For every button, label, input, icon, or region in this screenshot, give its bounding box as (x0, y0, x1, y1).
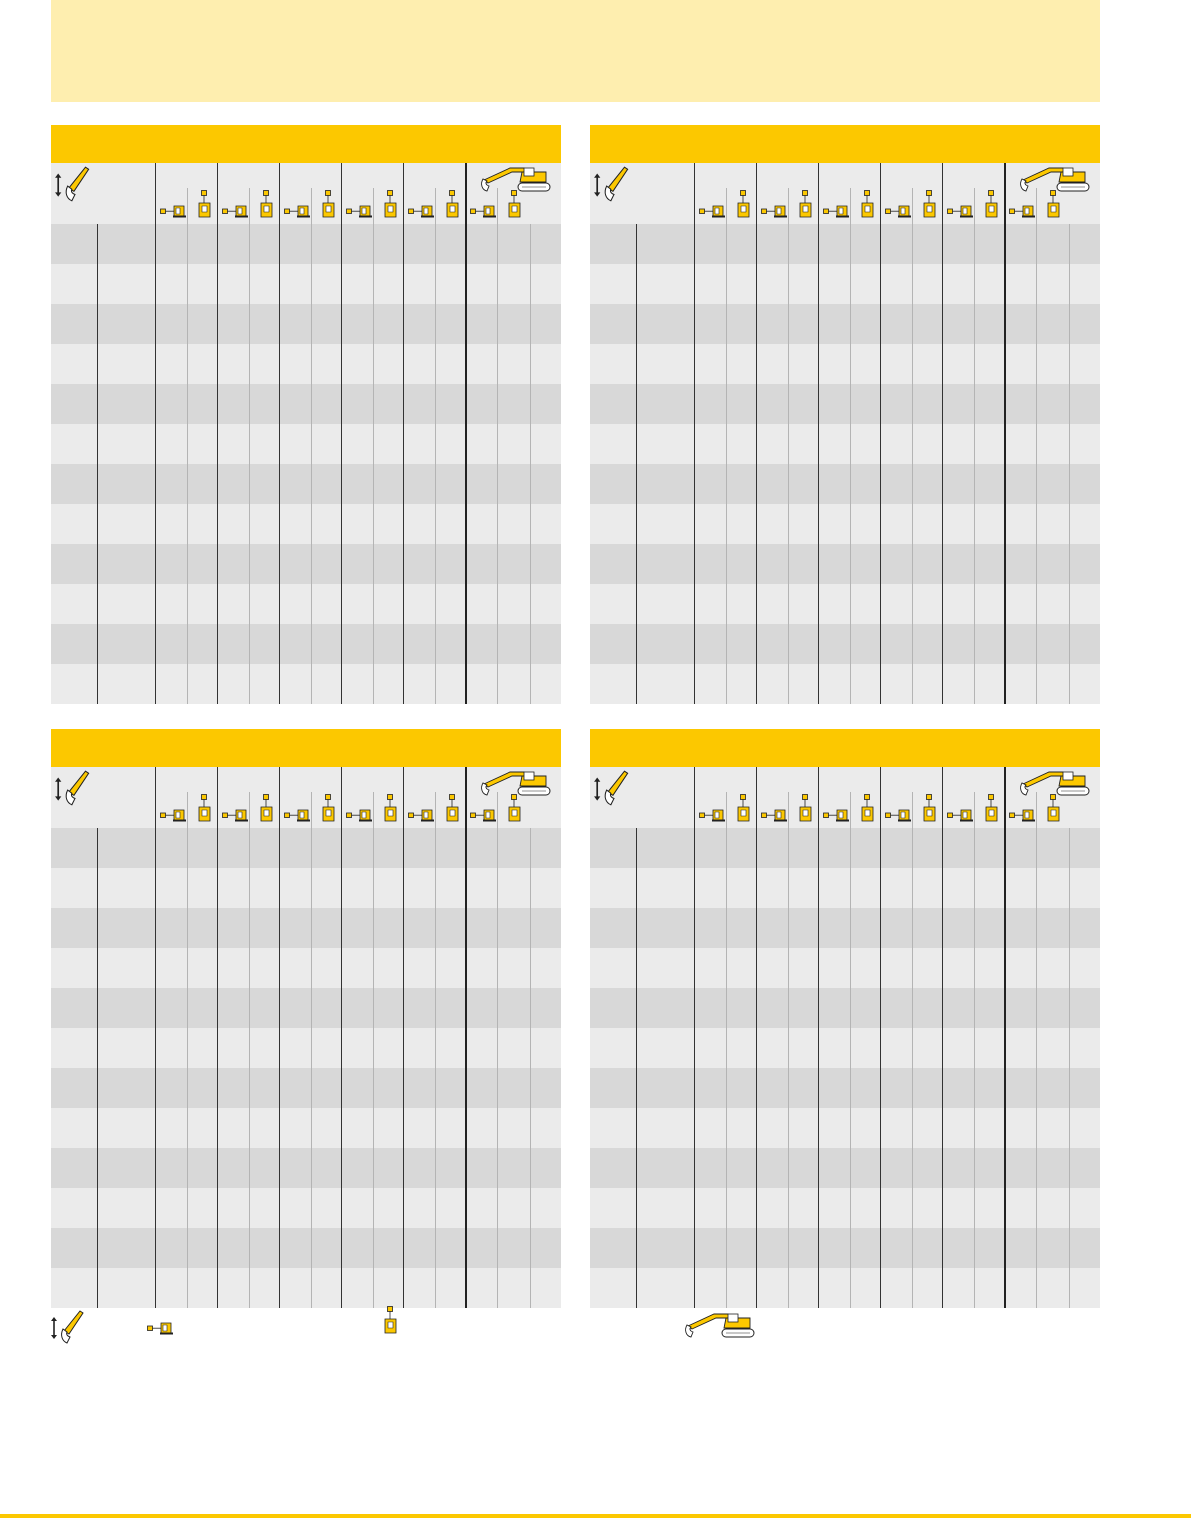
column-divider (97, 828, 98, 1308)
table-row (590, 1228, 1100, 1268)
lift-height-icon (593, 163, 629, 208)
lift-height-icon (54, 767, 90, 812)
table-row (51, 868, 561, 908)
load-over-front-icon (147, 1321, 174, 1340)
load-over-side-icon (322, 190, 335, 223)
excavator-max-reach-icon (480, 164, 552, 199)
table-row (590, 988, 1100, 1028)
excavator-max-reach-icon (1019, 768, 1091, 803)
load-over-side-icon (384, 190, 397, 223)
column-divider (187, 792, 188, 1308)
table-row (51, 624, 561, 664)
table-row (590, 624, 1100, 664)
column-divider (311, 188, 312, 704)
load-over-front-icon (761, 204, 788, 223)
excavator-max-reach-icon (480, 768, 552, 803)
column-divider (97, 224, 98, 704)
column-divider (341, 767, 342, 1308)
column-divider (249, 188, 250, 704)
table-row (590, 1108, 1100, 1148)
table-row (51, 264, 561, 304)
column-divider (249, 792, 250, 1308)
load-over-side-icon (861, 190, 874, 223)
column-divider (403, 163, 404, 704)
column-divider (880, 163, 881, 704)
panel-bottom-right (590, 729, 1100, 1308)
lift-height-icon (54, 163, 90, 208)
load-over-front-icon (470, 808, 497, 827)
column-divider (435, 188, 436, 704)
table-row (51, 344, 561, 384)
load-over-front-icon (823, 204, 850, 223)
column-divider (818, 767, 819, 1308)
load-over-side-icon (985, 190, 998, 223)
load-over-side-icon (260, 190, 273, 223)
panel-bottom-left (51, 729, 561, 1308)
column-divider (850, 188, 851, 704)
load-over-front-icon (761, 808, 788, 827)
load-over-front-icon (284, 808, 311, 827)
table-row (590, 828, 1100, 868)
table-row (51, 224, 561, 264)
table-header (51, 163, 561, 224)
column-divider (818, 163, 819, 704)
load-over-side-icon (861, 794, 874, 827)
table-row (590, 868, 1100, 908)
column-divider (636, 224, 637, 704)
column-divider (279, 767, 280, 1308)
panel-title-bar (51, 729, 561, 767)
table-row (51, 384, 561, 424)
table-row (51, 1268, 561, 1308)
table-row (51, 1188, 561, 1228)
footer-rule (0, 1514, 1191, 1518)
excavator-max-reach-icon (1019, 164, 1091, 199)
load-over-side-icon (384, 794, 397, 827)
load-over-front-icon (346, 808, 373, 827)
column-divider (155, 767, 156, 1308)
table-row (51, 988, 561, 1028)
column-divider (497, 792, 498, 1308)
column-divider (530, 828, 531, 1308)
column-divider (1036, 188, 1037, 704)
table-row (590, 544, 1100, 584)
table-row (590, 384, 1100, 424)
load-over-front-icon (885, 808, 912, 827)
column-divider (465, 163, 467, 704)
table-row (51, 908, 561, 948)
column-divider (373, 792, 374, 1308)
column-divider (341, 163, 342, 704)
column-divider (912, 792, 913, 1308)
table-row (590, 1268, 1100, 1308)
column-divider (1036, 792, 1037, 1308)
column-divider (942, 163, 943, 704)
table-row (51, 544, 561, 584)
table-row (51, 664, 561, 704)
column-divider (756, 767, 757, 1308)
column-divider (880, 767, 881, 1308)
column-divider (974, 188, 975, 704)
panel-title-bar (590, 125, 1100, 163)
column-divider (726, 188, 727, 704)
column-divider (1004, 163, 1006, 704)
excavator-max-reach-icon (684, 1310, 756, 1345)
column-divider (974, 792, 975, 1308)
table-row (51, 1068, 561, 1108)
column-divider (465, 767, 467, 1308)
load-over-side-icon (923, 794, 936, 827)
load-over-side-icon (737, 190, 750, 223)
table-header (590, 163, 1100, 224)
table-row (51, 948, 561, 988)
load-over-side-icon (446, 794, 459, 827)
load-over-side-icon (985, 794, 998, 827)
load-over-front-icon (699, 204, 726, 223)
table-row (51, 504, 561, 544)
panel-top-left (51, 125, 561, 704)
table-row (51, 304, 561, 344)
table-row (590, 1148, 1100, 1188)
table-row (590, 504, 1100, 544)
column-divider (217, 767, 218, 1308)
column-divider (155, 163, 156, 704)
column-divider (373, 188, 374, 704)
load-over-front-icon (947, 808, 974, 827)
column-divider (530, 224, 531, 704)
table-row (51, 1028, 561, 1068)
column-divider (1004, 767, 1006, 1308)
column-divider (788, 188, 789, 704)
column-divider (435, 792, 436, 1308)
panel-title-bar (590, 729, 1100, 767)
load-over-side-icon (446, 190, 459, 223)
load-over-side-icon (923, 190, 936, 223)
column-divider (756, 163, 757, 704)
column-divider (694, 163, 695, 704)
load-over-front-icon (408, 204, 435, 223)
column-divider (497, 188, 498, 704)
load-over-front-icon (346, 204, 373, 223)
load-over-front-icon (470, 204, 497, 223)
table-row (590, 224, 1100, 264)
column-divider (403, 767, 404, 1308)
panel-title-bar (51, 125, 561, 163)
column-divider (788, 792, 789, 1308)
column-divider (726, 792, 727, 1308)
load-over-front-icon (408, 808, 435, 827)
table-header (51, 767, 561, 828)
load-over-front-icon (284, 204, 311, 223)
table-row (590, 664, 1100, 704)
panel-top-right (590, 125, 1100, 704)
title-banner (51, 0, 1100, 102)
column-divider (942, 767, 943, 1308)
table-row (590, 344, 1100, 384)
load-over-front-icon (1009, 808, 1036, 827)
table-row (51, 464, 561, 504)
column-divider (311, 792, 312, 1308)
table-row (51, 1228, 561, 1268)
table-row (51, 584, 561, 624)
load-over-front-icon (222, 808, 249, 827)
load-over-front-icon (160, 204, 187, 223)
table-row (590, 1188, 1100, 1228)
table-row (51, 828, 561, 868)
table-row (590, 948, 1100, 988)
load-over-front-icon (823, 808, 850, 827)
column-divider (1069, 828, 1070, 1308)
column-divider (1069, 224, 1070, 704)
load-over-side-icon (198, 794, 211, 827)
load-over-side-icon (737, 794, 750, 827)
column-divider (912, 188, 913, 704)
load-over-side-icon (322, 794, 335, 827)
load-over-front-icon (1009, 204, 1036, 223)
table-row (590, 264, 1100, 304)
column-divider (279, 163, 280, 704)
table-row (51, 1148, 561, 1188)
table-row (51, 424, 561, 464)
column-divider (217, 163, 218, 704)
load-over-front-icon (699, 808, 726, 827)
table-row (590, 1028, 1100, 1068)
column-divider (187, 188, 188, 704)
table-row (590, 464, 1100, 504)
load-over-side-icon (198, 190, 211, 223)
load-over-front-icon (160, 808, 187, 827)
load-over-side-icon (799, 190, 812, 223)
table-row (590, 424, 1100, 464)
column-divider (694, 767, 695, 1308)
load-over-side-icon (799, 794, 812, 827)
column-divider (636, 828, 637, 1308)
table-row (590, 584, 1100, 624)
load-over-side-icon (260, 794, 273, 827)
lift-height-icon (593, 767, 629, 812)
load-over-front-icon (947, 204, 974, 223)
column-divider (850, 792, 851, 1308)
table-row (51, 1108, 561, 1148)
table-row (590, 304, 1100, 344)
load-over-front-icon (885, 204, 912, 223)
load-over-side-icon (384, 1306, 397, 1339)
table-row (590, 1068, 1100, 1108)
table-header (590, 767, 1100, 828)
table-row (590, 908, 1100, 948)
lift-height-icon (50, 1307, 84, 1350)
load-over-front-icon (222, 204, 249, 223)
